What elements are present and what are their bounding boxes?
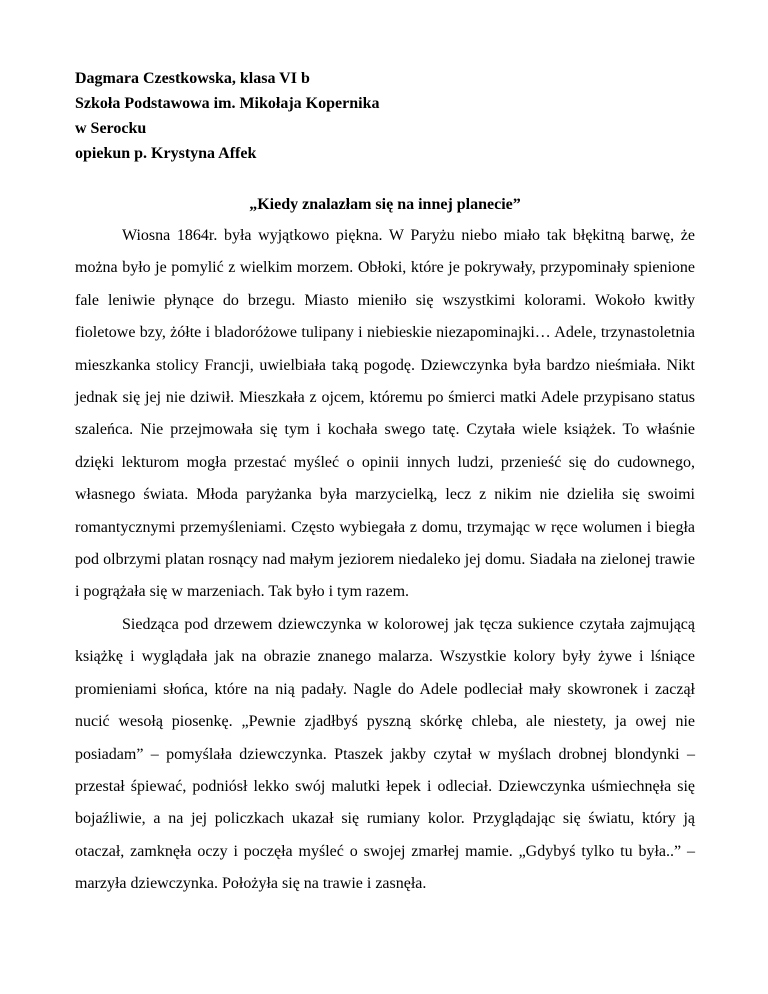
document-page <box>75 66 695 901</box>
paragraph-1: Wiosna 1864r. była wyjątkowo piękna. W Paryżu niebo miało tak błękitną barwę, że można było je pomylić z wielkim morzem. Obłoki, które je pokrywały, przypominały spienione fale leniwie płynące do brzegu. Miasto mieniło się wszystkimi kolorami. Wokoło kwitły fioletowe bzy, żółte i bladoróżowe tulipany i niebieskie niezapominajki… Adele, trzynastoletnia mieszkanka stolicy Francji, uwielbiała taką pogodę. Dziewczynka była bardzo nieśmiała. Nikt jednak się jej nie dziwił. Mieszkała z ojcem, któremu po śmierci matki Adele przypisano status szaleńca. Nie przejmowała się tym i kochała swego tatę. Czytała wiele książek. To właśnie dzięki lekturom mogła przestać myśleć o opinii innych ludzi, przenieść się do cudownego, własnego świata. Młoda paryżanka była marzycielką, lecz z nikim nie dzieliła się swoimi romantycznymi przemyśleniami. Często wybiegała z domu, trzymając w ręce wolumen i biegła pod olbrzymi platan rosnący nad małym jeziorem niedaleko jej domu. Siadała na zielonej trawie i pogrążała się w marzeniach. Tak było i tym razem. <box>75 227 695 601</box>
town-line: w Serocku <box>75 120 147 137</box>
author-line: Dagmara Czestkowska, klasa VI b <box>75 70 310 87</box>
tutor-line: opiekun p. Krystyna Affek <box>75 145 257 162</box>
essay-title: „Kiedy znalazłam się na innej planecie” <box>249 196 521 213</box>
paragraph-2: Siedząca pod drzewem dziewczynka w kolorowej jak tęcza sukience czytała zajmującą książkę i wyglądała jak na obrazie znanego malarza. Wszystkie kolory były żywe i lśniące promieniami słońca, które na nią padały. Nagle do Adele podleciał mały skowronek i zaczął nucić wesołą piosenkę. „Pewnie zjadłbyś pyszną skórkę chleba, ale niestety, ja owej nie posiadam” – pomyślała dziewczynka. Ptaszek jakby czytał w myślach drobnej blondynki – przestał śpiewać, podniósł lekko swój malutki łepek i odleciał. Dziewczynka uśmiechnęła się bojaźliwie, a na jej policzkach ukazał się rumiany kolor. Przyglądając się światu, który ją otaczał, zamknęła oczy i poczęła myśleć o swojej zmarłej mamie. „Gdybyś tylko tu była..” – marzyła dziewczynka. Położyła się na trawie i zasnęła. <box>75 615 695 893</box>
header-block <box>75 66 695 166</box>
school-line: Szkoła Podstawowa im. Mikołaja Kopernika <box>75 95 380 112</box>
